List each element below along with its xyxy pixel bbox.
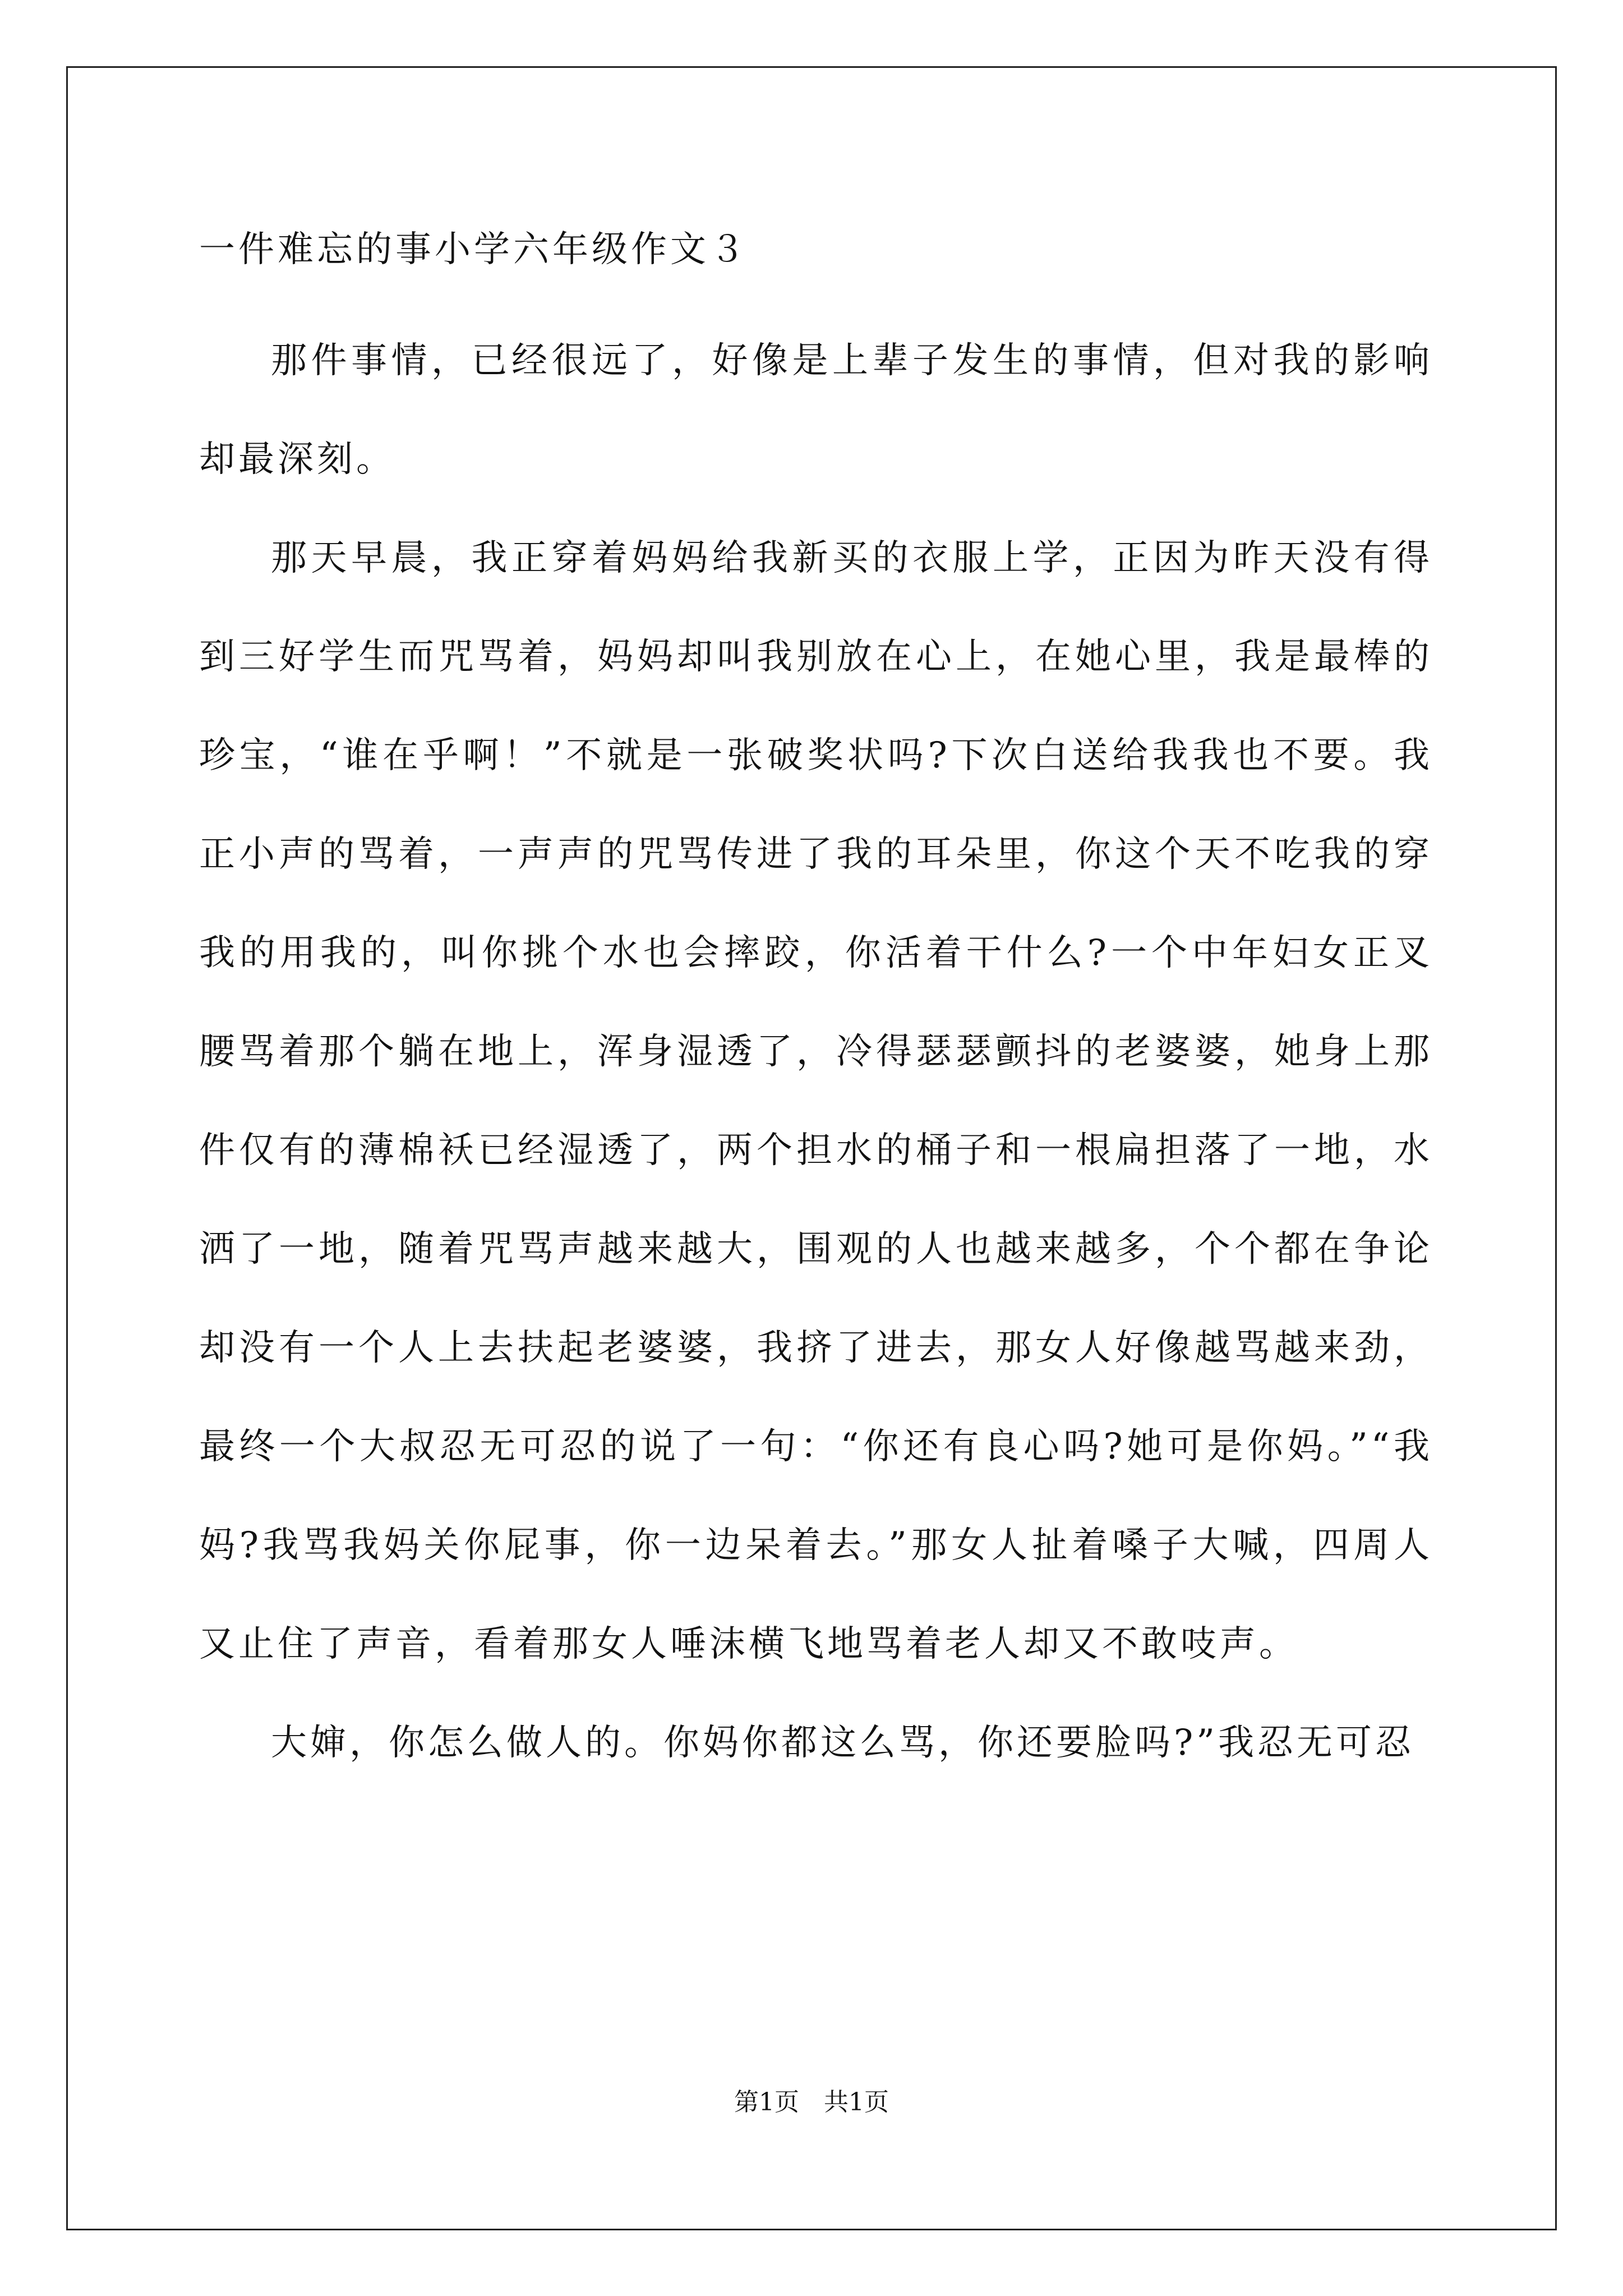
page-footer: 第1页 共1页: [734, 2088, 889, 2116]
document-title: 一件难忘的事小学六年级作文３: [199, 229, 749, 270]
paragraph-3: 大婶，你怎么做人的。你妈你都这么骂，你还要脸吗?”我忍无可忍: [271, 1722, 1415, 1764]
paragraph-1: 那件事情，已经很远了，好像是上辈子发生的事情，但对我的影响却最深刻。: [199, 340, 1433, 480]
document-body: [199, 222, 1433, 1792]
paragraph-2: 那天早晨，我正穿着妈妈给我新买的衣服上学，正因为昨天没有得到三好学生而咒骂着，妈妈却叫我别放在心上，在她心里，我是最棒的珍宝，“谁在乎啊！”不就是一张破奖状吗?下次白送给我我也不要。我正小声的骂着，一声声的咒骂传进了我的耳朵里，你这个天不吃我的穿我的用我的，叫你挑个水也会摔跤，你活着干什么?一个中年妇女正叉腰骂着那个躺在地上，浑身湿透了，冷得瑟瑟颤抖的老婆婆，她身上那件仅有的薄棉袄已经湿透了，两个担水的桶子和一根扁担落了一地，水洒了一地，随着咒骂声越来越大，围观的人也越来越多，个个都在争论却没有一个人上去扶起老婆婆，我挤了进去，那女人好像越骂越来劲，最终一个大叔忍无可忍的说了一句：“你还有良心吗?她可是你妈。”“我妈?我骂我妈关你屁事，你一边呆着去。”那女人扯着嗓子大喊，四周人又止住了声音，看着那女人唾沫横飞地骂着老人却又不敢吱声。: [199, 537, 1433, 1665]
